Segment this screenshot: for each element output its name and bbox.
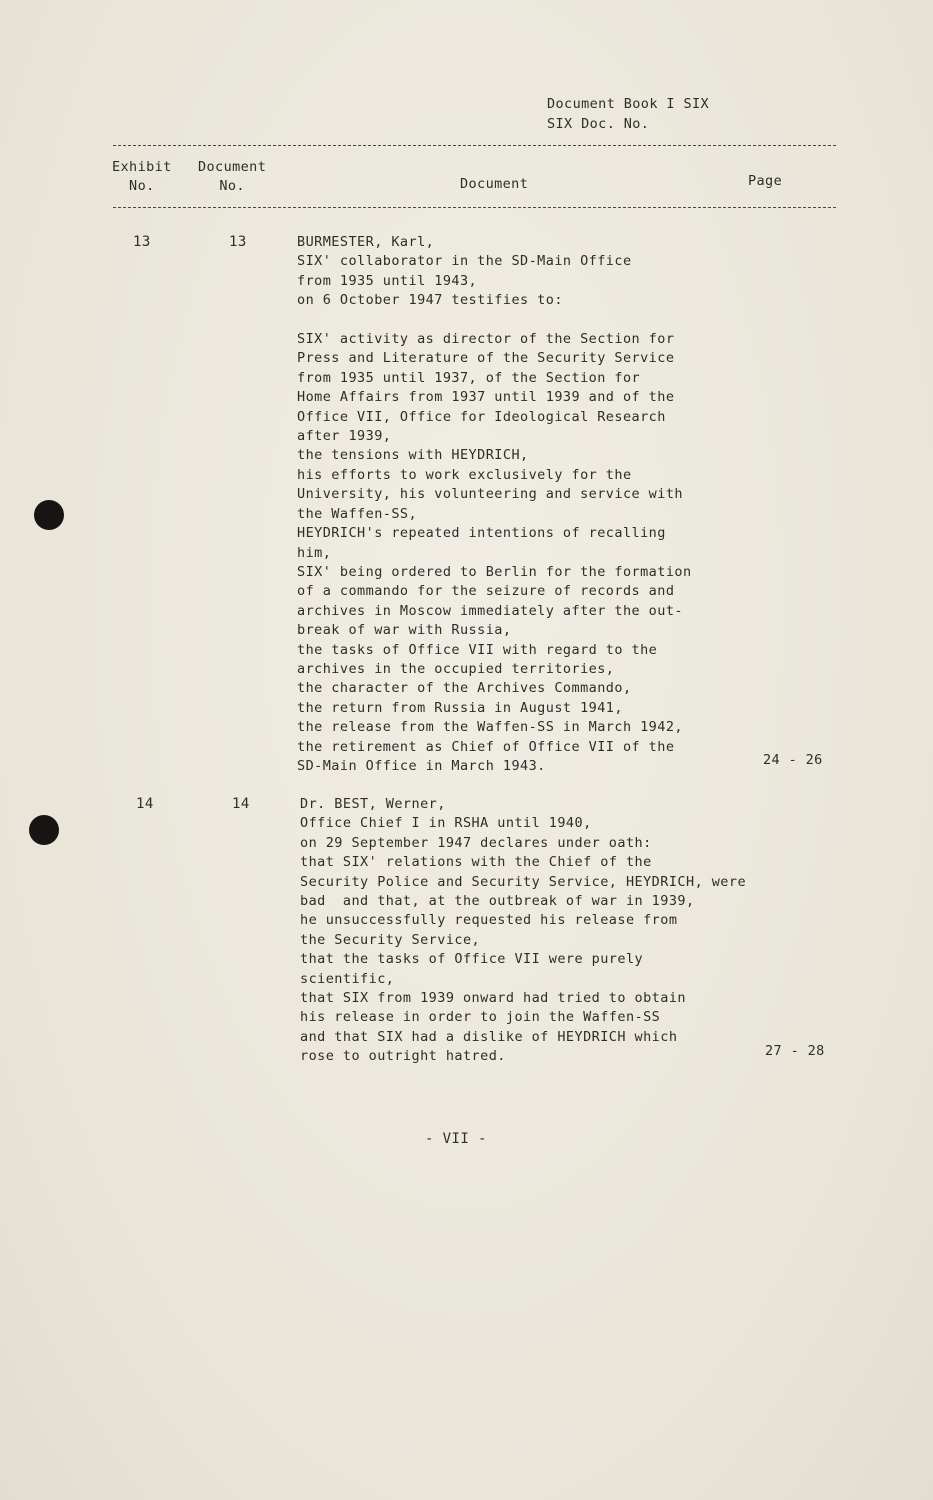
document-number: 13 (229, 234, 247, 250)
page-number: - VII - (425, 1131, 487, 1147)
header-rule-top (113, 145, 836, 146)
entry-line: HEYDRICH's repeated intentions of recalling (297, 525, 666, 542)
header-rule-bottom (113, 207, 836, 208)
entry-line: his release in order to join the Waffen-SS (300, 1009, 661, 1026)
entry-line (297, 311, 692, 330)
entry-line: that SIX from 1939 onward had tried to obtain (300, 990, 686, 1007)
entry-line: SD-Main Office in March 1943. (297, 757, 546, 774)
entry-line: Security Police and Security Service, HEYDRICH, were (300, 873, 747, 890)
exhibit-number: 13 (133, 234, 151, 250)
entry-line: Press and Literature of the Security Service (297, 350, 675, 367)
six-doc-number: SIX Doc. No. (547, 116, 650, 132)
entry-line: from 1935 until 1937, of the Section for (297, 369, 641, 386)
column-header-document-no (198, 158, 266, 196)
entry-line: his efforts to work exclusively for the (297, 466, 632, 483)
entry-line: he unsuccessfully requested his release from (300, 912, 678, 929)
entry-line: BURMESTER, Karl, (297, 234, 435, 250)
entry-line: Dr. BEST, Werner, (300, 796, 446, 812)
entry-line: Office Chief I in RSHA until 1940, (300, 815, 592, 832)
column-header-docno-line1: Document (198, 159, 267, 175)
column-header-docno-line2: No. (219, 178, 245, 194)
entry-line: after 1939, (297, 428, 392, 445)
entry-line: Office VII, Office for Ideological Research (297, 408, 666, 425)
entry-line: that SIX' relations with the Chief of the (300, 854, 652, 871)
entry-line: University, his volunteering and service with (297, 486, 683, 503)
column-header-exhibit-no (112, 158, 172, 196)
entry-line: rose to outright hatred. (300, 1048, 506, 1065)
entry-line: and that SIX had a dislike of HEYDRICH which (300, 1028, 678, 1045)
entry-line: on 6 October 1947 testifies to: (297, 292, 563, 309)
entry-description (297, 233, 692, 776)
column-header-page: Page (748, 173, 783, 189)
column-header-exhibit-line2: No. (129, 178, 155, 194)
punch-hole-upper (34, 500, 64, 530)
entry-line: break of war with Russia, (297, 622, 512, 639)
entry-line: of a commando for the seizure of records and (297, 583, 675, 600)
entry-line: archives in Moscow immediately after the out- (297, 602, 683, 619)
entry-line: the retirement as Chief of Office VII of the (297, 738, 675, 755)
document-book-title: Document Book I SIX (547, 96, 710, 112)
entry-line: the return from Russia in August 1941, (297, 699, 623, 716)
entry-line: the character of the Archives Commando, (297, 680, 632, 697)
entry-line: him, (297, 544, 332, 561)
punch-hole-lower (29, 815, 59, 845)
entry-line: the tasks of Office VII with regard to the (297, 641, 658, 658)
document-number: 14 (232, 796, 250, 812)
exhibit-number: 14 (136, 796, 154, 812)
entry-line: that the tasks of Office VII were purely (300, 951, 644, 968)
entry-line: the release from the Waffen-SS in March 1942, (297, 719, 683, 736)
entry-line: scientific, (300, 970, 395, 987)
entry-line: Home Affairs from 1937 until 1939 and of the (297, 389, 675, 406)
entry-line: SIX' activity as director of the Section for (297, 331, 675, 348)
entry-line: SIX' collaborator in the SD-Main Office (297, 253, 632, 270)
entry-page-range: 24 - 26 (763, 752, 823, 768)
entry-description (300, 795, 746, 1067)
entry-line: the Security Service, (300, 931, 481, 948)
entry-line: on 29 September 1947 declares under oath: (300, 834, 652, 851)
entry-line: the Waffen-SS, (297, 505, 418, 522)
entry-line: bad and that, at the outbreak of war in 1939, (300, 893, 695, 910)
entry-line: SIX' being ordered to Berlin for the formation (297, 563, 692, 580)
document-book-reference (547, 94, 709, 134)
column-header-document: Document (460, 176, 529, 192)
column-header-exhibit-line1: Exhibit (112, 159, 172, 175)
entry-line: archives in the occupied territories, (297, 660, 615, 677)
entry-line: from 1935 until 1943, (297, 272, 478, 289)
entry-page-range: 27 - 28 (765, 1043, 825, 1059)
entry-line: the tensions with HEYDRICH, (297, 447, 529, 464)
